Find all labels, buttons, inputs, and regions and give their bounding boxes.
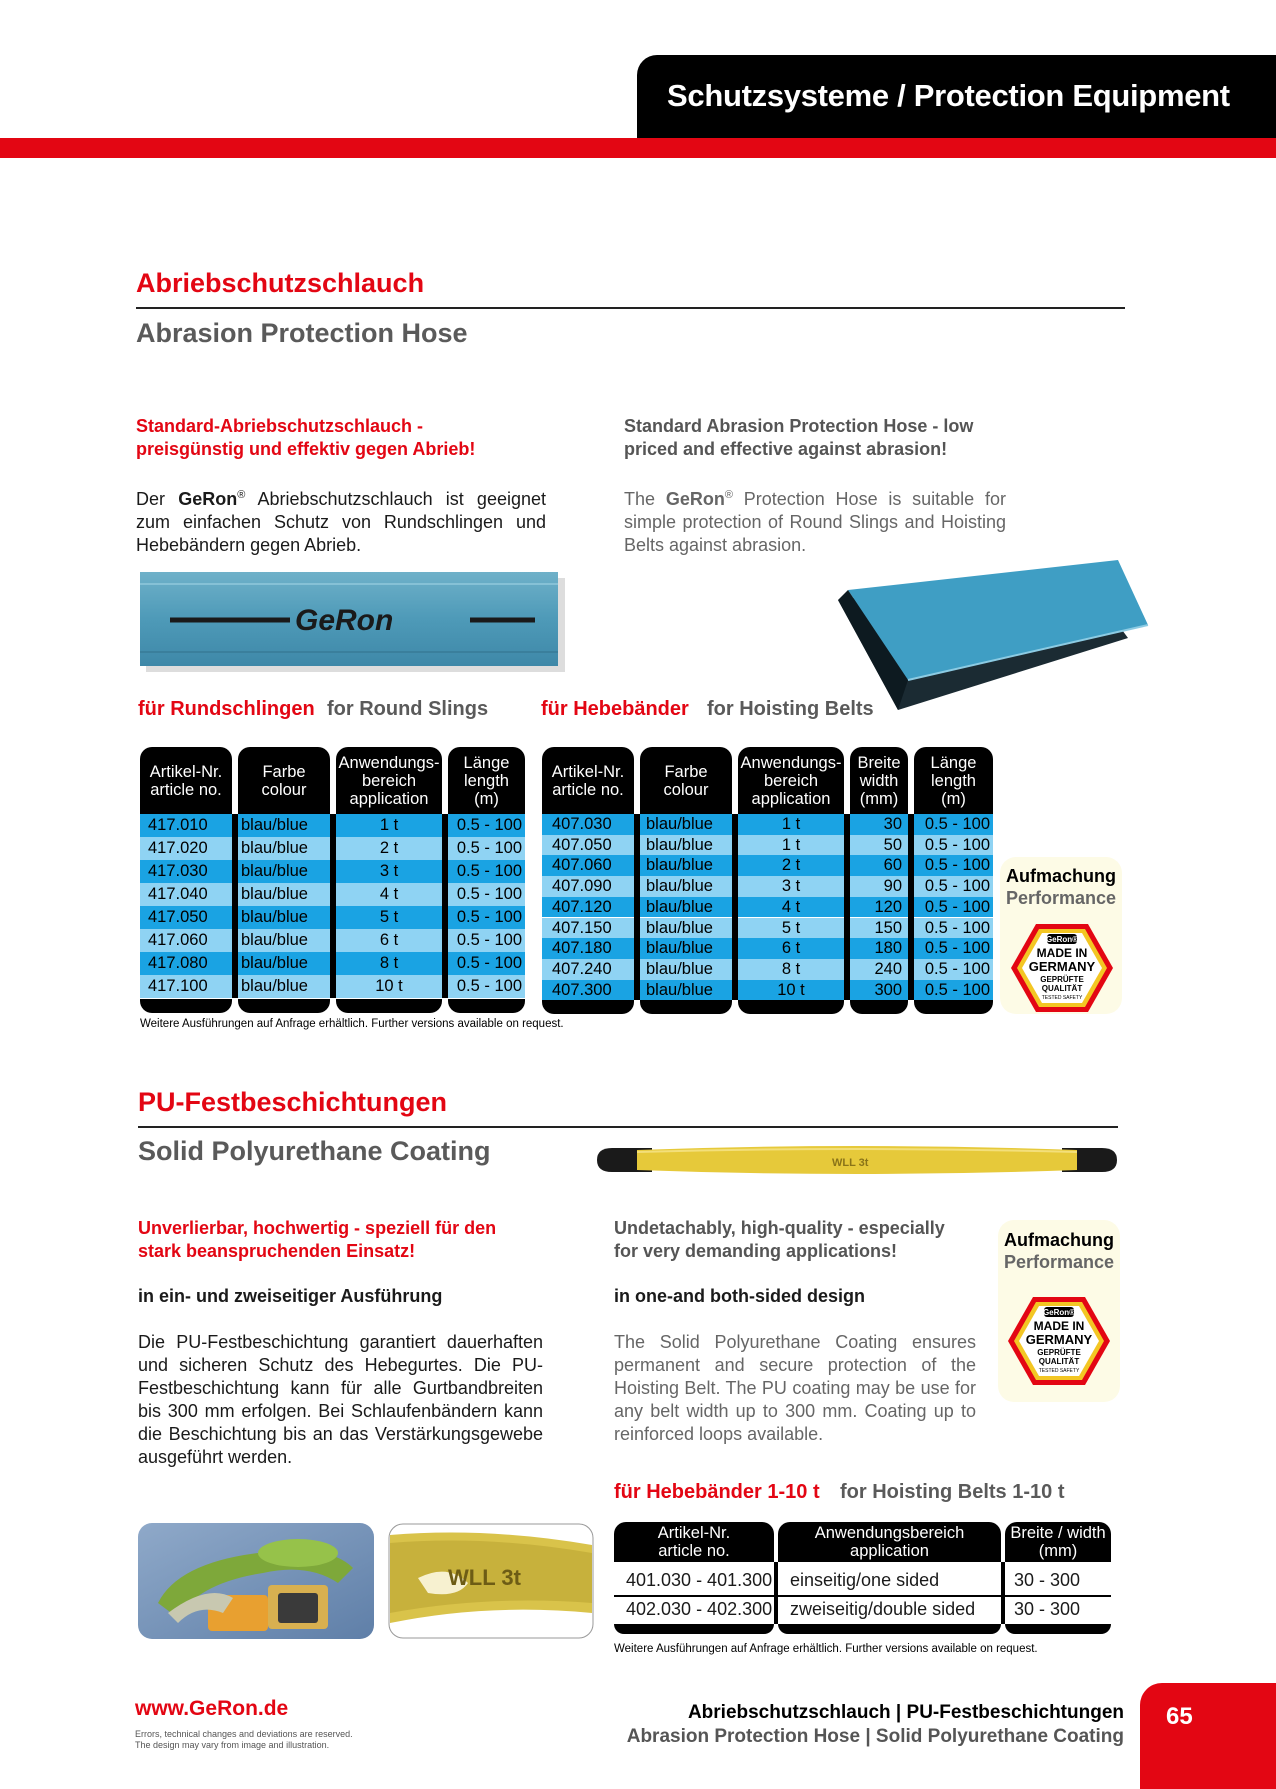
svg-text:WLL 3t: WLL 3t: [832, 1157, 869, 1169]
table2-foot-3: [738, 1000, 844, 1014]
table2-cell-colour: blau/blue: [646, 980, 713, 999]
table2-cell-colour: blau/blue: [646, 815, 713, 833]
svg-text:TESTED SAFETY: TESTED SAFETY: [1038, 1368, 1080, 1374]
section2-lead-de: Unverlierbar, hochwertig - speziell für den stark beanspruchenden Einsatz!: [138, 1218, 497, 1261]
table2-cell-application: 1 t: [781, 835, 801, 854]
table2-row: [542, 918, 993, 939]
pu-coating-photo-1: [138, 1523, 374, 1639]
table2-cell-article: 407.050: [552, 835, 612, 854]
sub2-de: für Hebebänder: [541, 698, 689, 720]
table1-cell-length: 0.5 - 100: [456, 816, 522, 834]
table3-foot-1: [614, 1624, 774, 1634]
performance-box-1: [1000, 857, 1122, 1014]
svg-text:TESTED SAFETY: TESTED SAFETY: [1041, 995, 1083, 1001]
section2-design-en: in one-and both-sided design: [614, 1286, 865, 1306]
hose-logo-text: GeRon: [295, 604, 394, 637]
table2-cell-application: 4 t: [781, 897, 801, 916]
table2-cell-application: 6 t: [781, 939, 801, 958]
table3-row1-article: 401.030 - 401.300: [626, 1570, 773, 1590]
svg-text:QUALITÄT: QUALITÄT: [1041, 984, 1083, 993]
table2-row: [542, 814, 993, 835]
section2-title-de: PU-Festbeschichtungen: [138, 1087, 448, 1117]
performance-box-2: [998, 1220, 1120, 1402]
table1-cell-colour: blau/blue: [241, 931, 308, 949]
table3-row2-application: zweiseitig/double sided: [790, 1599, 976, 1619]
footer-disclaimer-2: The design may vary from image and illustration.: [135, 1740, 330, 1750]
table2-row: [542, 835, 993, 856]
table1-cell-colour: blau/blue: [241, 885, 308, 903]
pu-coating-photo-2: [388, 1523, 594, 1639]
made-in-germany-seal-2: [1006, 1295, 1112, 1392]
table2-cell-width: 180: [874, 939, 902, 958]
table1-cell-length: 0.5 - 100: [456, 954, 522, 972]
table2-cell-article: 407.090: [552, 877, 612, 896]
round-sling-hose-image: [140, 572, 565, 672]
table2-cell-article: 407.030: [552, 815, 612, 833]
table2-row: [542, 855, 993, 876]
table2-cell-colour: blau/blue: [646, 918, 713, 937]
table2-cell-width: 150: [874, 918, 902, 937]
section1-title-de: Abriebschutzschlauch: [136, 268, 425, 298]
page-number: 65: [1166, 1703, 1193, 1730]
table1-cell-article: 417.050: [148, 908, 208, 926]
svg-text:GeRon®: GeRon®: [1045, 935, 1079, 944]
table2-cell-length: 0.5 - 100: [924, 856, 990, 875]
footer-disclaimer-1: Errors, technical changes and deviations are reserved.: [135, 1729, 353, 1739]
table2-cell-article: 407.120: [552, 897, 612, 916]
note-2: Weitere Ausführungen auf Anfrage erhältlich. Further versions available on request.: [614, 1643, 1038, 1655]
table2-cell-application: 3 t: [781, 877, 801, 896]
table1-cell-length: 0.5 - 100: [456, 977, 522, 995]
table2-header-article: Artikel-Nr. article no.: [542, 747, 634, 814]
section2-rule: [138, 1126, 1118, 1128]
table2-cell-length: 0.5 - 100: [924, 877, 990, 896]
table3-row2-width: 30 - 300: [1014, 1599, 1081, 1619]
sub2-en: for Hoisting Belts: [707, 698, 874, 720]
section1-title-en: Abrasion Protection Hose: [136, 318, 468, 348]
performance-en-2: Performance: [1004, 1252, 1115, 1272]
performance-en-1: Performance: [1006, 888, 1117, 908]
table1-cell-colour: blau/blue: [241, 977, 308, 995]
table2-row: [542, 980, 993, 1001]
table2-cell-length: 0.5 - 100: [924, 815, 990, 833]
table1-header-colour: Farbe colour: [238, 747, 330, 814]
table1-cell-application: 10 t: [375, 977, 403, 995]
table2-cell-article: 407.180: [552, 939, 612, 958]
table2-foot-2: [640, 1000, 732, 1014]
table1-column-separator: [330, 814, 336, 998]
table2-header-application: Anwendungs- bereich application: [738, 747, 844, 814]
performance-de-2: Aufmachung: [1004, 1230, 1114, 1250]
table1-cell-length: 0.5 - 100: [456, 885, 522, 903]
table3-header-application: Anwendungsbereich application: [778, 1522, 1001, 1562]
made-in-germany-seal-1: [1009, 922, 1115, 1019]
table2-cell-application: 8 t: [781, 959, 801, 978]
table2-header-colour: Farbe colour: [640, 747, 732, 814]
table2-cell-width: 30: [883, 815, 902, 833]
table1-cell-length: 0.5 - 100: [456, 908, 522, 926]
svg-text:GEPRÜFTE: GEPRÜFTE: [1037, 1348, 1081, 1357]
table1-cell-colour: blau/blue: [241, 908, 308, 926]
table2-foot-1: [542, 1000, 634, 1014]
header-red-bar: [0, 138, 1276, 158]
table1-cell-application: 1 t: [379, 816, 399, 834]
table1-foot-4: [448, 999, 525, 1013]
table3-foot-2: [778, 1624, 1001, 1634]
pu-coating-table: [614, 1522, 1111, 1642]
table1-cell-application: 8 t: [379, 954, 399, 972]
table2-row: [542, 897, 993, 918]
table2-cell-article: 407.060: [552, 856, 612, 875]
table1-header-article: Artikel-Nr. article no.: [140, 747, 232, 814]
performance-de-1: Aufmachung: [1006, 866, 1116, 886]
table3-vsep-1: [774, 1562, 778, 1624]
table1-foot-1: [140, 999, 232, 1013]
hoisting-belt-hose-image: [828, 560, 1153, 720]
svg-text:MADE IN: MADE IN: [1033, 1319, 1085, 1333]
section2-title-en: Solid Polyurethane Coating: [138, 1136, 491, 1166]
section1-body-en: The GeRon® Protection Hose is suitable for simple protection of Round Slings and Hoisting Belts against abrasion.: [624, 489, 1006, 555]
table1-column-separator: [442, 814, 448, 998]
table1-cell-article: 417.020: [148, 839, 208, 857]
table2-cell-length: 0.5 - 100: [924, 980, 990, 999]
table1-cell-application: 6 t: [379, 931, 399, 949]
table2-cell-application: 1 t: [781, 815, 801, 833]
table2-cell-article: 407.300: [552, 980, 612, 999]
table3-vsep-2: [1001, 1562, 1005, 1624]
section1-rule: [136, 307, 1125, 309]
table1-cell-article: 417.100: [148, 977, 208, 995]
table2-cell-application: 2 t: [781, 856, 801, 875]
table1-cell-application: 3 t: [379, 862, 399, 880]
table2-foot-4: [850, 1000, 908, 1014]
table2-cell-length: 0.5 - 100: [924, 939, 990, 958]
table2-column-separator: [844, 814, 850, 1000]
table1-cell-article: 417.080: [148, 954, 208, 972]
round-slings-table: [140, 747, 525, 1013]
svg-text:GERMANY: GERMANY: [1025, 1332, 1093, 1347]
note-1: Weitere Ausführungen auf Anfrage erhältlich. Further versions available on request.: [140, 1018, 564, 1030]
table3-foot-3: [1005, 1624, 1111, 1634]
section2-sub-en: for Hoisting Belts 1-10 t: [840, 1481, 1065, 1503]
table1-foot-2: [238, 999, 330, 1013]
table2-row: [542, 876, 993, 897]
table2-cell-colour: blau/blue: [646, 856, 713, 875]
table2-cell-colour: blau/blue: [646, 897, 713, 916]
table2-column-separator: [732, 814, 738, 1000]
table2-foot-5: [914, 1000, 993, 1014]
sub1-de: für Rundschlingen: [138, 698, 315, 720]
table2-cell-length: 0.5 - 100: [924, 959, 990, 978]
sub1-en: for Round Slings: [327, 698, 489, 720]
table2-cell-length: 0.5 - 100: [924, 835, 990, 854]
table2-column-separator: [908, 814, 914, 1000]
table1-cell-article: 417.040: [148, 885, 208, 903]
svg-text:WLL 3t: WLL 3t: [448, 1565, 521, 1590]
table2-cell-application: 10 t: [777, 980, 805, 999]
section2-body-de: Die PU-Festbeschichtung garantiert dauerhaften und sicheren Schutz des Hebegurtes. Die PU-Festbeschichtung kann für alle Gurtbandbreiten bis 300 mm erfolgen. Bei Schlaufenbändern kann die Beschichtung bis an das Verstärkungsgewebe ausgeführt werden.: [138, 1332, 543, 1467]
page-number-tab: [1140, 1683, 1276, 1789]
table3-header-width: Breite / width (mm): [1005, 1522, 1111, 1562]
table2-cell-length: 0.5 - 100: [924, 897, 990, 916]
table2-cell-width: 120: [874, 897, 902, 916]
footer-right-en: Abrasion Protection Hose | Solid Polyurethane Coating: [626, 1726, 1124, 1747]
table2-cell-colour: blau/blue: [646, 939, 713, 958]
table2-header-width: Breite width (mm): [850, 747, 908, 814]
table1-cell-article: 417.010: [148, 816, 208, 834]
hoisting-belts-table: [542, 747, 993, 1014]
table2-cell-width: 90: [883, 877, 902, 896]
table1-foot-3: [336, 999, 442, 1013]
table1-header-application: Anwendungs- bereich application: [336, 747, 442, 814]
pu-coated-belt-image: [592, 1140, 1122, 1180]
table3-row-divider: [614, 1595, 1111, 1597]
table1-cell-application: 2 t: [379, 839, 399, 857]
table1-cell-colour: blau/blue: [241, 954, 308, 972]
table2-cell-width: 240: [874, 959, 902, 978]
table1-cell-article: 417.060: [148, 931, 208, 949]
table1-cell-length: 0.5 - 100: [456, 931, 522, 949]
table2-row: [542, 938, 993, 959]
svg-text:QUALITÄT: QUALITÄT: [1038, 1357, 1080, 1366]
table3-row1-application: einseitig/one sided: [790, 1570, 940, 1590]
table2-cell-colour: blau/blue: [646, 877, 713, 896]
table1-cell-article: 417.030: [148, 862, 208, 880]
table1-cell-length: 0.5 - 100: [456, 839, 522, 857]
table2-cell-colour: blau/blue: [646, 835, 713, 854]
section2-lead-en: Undetachably, high-quality - especially for very demanding applications!: [614, 1218, 945, 1261]
table3-header-article: Artikel-Nr. article no.: [614, 1522, 774, 1562]
table2-row: [542, 959, 993, 980]
table3-row2-article: 402.030 - 402.300: [626, 1599, 773, 1619]
svg-text:GeRon®: GeRon®: [1042, 1308, 1076, 1317]
table2-cell-article: 407.150: [552, 918, 612, 937]
section1-body-de: Der GeRon® Abriebschutzschlauch ist geeignet zum einfachen Schutz von Rundschlingen und Hebebändern gegen Abrieb.: [136, 489, 546, 555]
svg-text:MADE IN: MADE IN: [1036, 946, 1088, 960]
table1-cell-colour: blau/blue: [241, 816, 308, 834]
table1-cell-colour: blau/blue: [241, 862, 308, 880]
table1-header-length: Länge length (m): [448, 747, 525, 814]
table2-column-separator: [634, 814, 640, 1000]
table2-cell-colour: blau/blue: [646, 959, 713, 978]
section2-design-de: in ein- und zweiseitiger Ausführung: [138, 1286, 443, 1306]
table1-cell-application: 4 t: [379, 885, 399, 903]
table2-cell-length: 0.5 - 100: [924, 918, 990, 937]
footer-right-de: Abriebschutzschlauch | PU-Festbeschichtungen: [687, 1702, 1124, 1723]
table2-cell-width: 60: [883, 856, 902, 875]
table1-column-separator: [232, 814, 238, 998]
section1-lead-de: Standard-Abriebschutzschlauch - preisgünstig und effektiv gegen Abrieb!: [136, 416, 476, 459]
table2-cell-application: 5 t: [781, 918, 801, 937]
svg-text:GERMANY: GERMANY: [1028, 959, 1096, 974]
table1-cell-length: 0.5 - 100: [456, 862, 522, 880]
table2-cell-article: 407.240: [552, 959, 612, 978]
table3-row1-width: 30 - 300: [1014, 1570, 1081, 1590]
table1-cell-colour: blau/blue: [241, 839, 308, 857]
header-title: Schutzsysteme / Protection Equipment: [667, 78, 1230, 113]
footer-url[interactable]: www.GeRon.de: [135, 1697, 289, 1720]
table2-cell-width: 300: [874, 980, 902, 999]
table2-cell-width: 50: [883, 835, 902, 854]
table2-header-length: Länge length (m): [914, 747, 993, 814]
section2-body-en: The Solid Polyurethane Coating ensures permanent and secure protection of the Hoisting Belt. The PU coating may be use for any belt width up to 300 mm. Coating up to reinforced loops available.: [614, 1332, 976, 1444]
table1-cell-application: 5 t: [379, 908, 399, 926]
section1-lead-en: Standard Abrasion Protection Hose - low priced and effective against abrasion!: [624, 416, 974, 459]
svg-text:GEPRÜFTE: GEPRÜFTE: [1040, 975, 1084, 984]
section2-sub-de: für Hebebänder 1-10 t: [614, 1481, 820, 1503]
